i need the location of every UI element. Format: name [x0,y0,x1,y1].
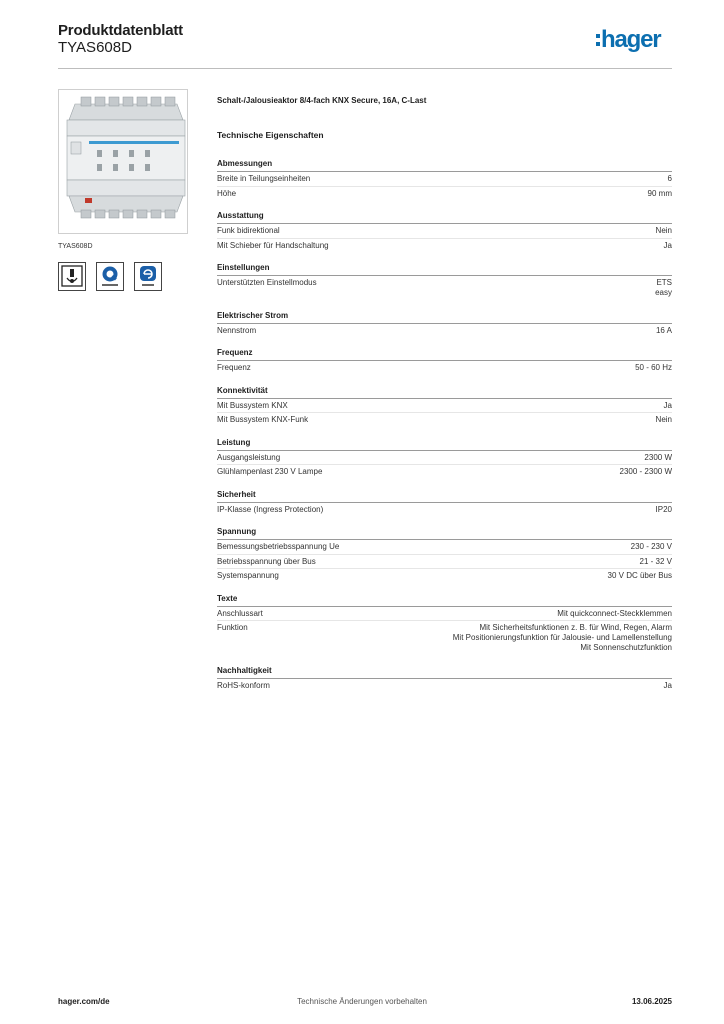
spec-value-line: Nein [655,226,672,235]
spec-row [217,224,672,239]
din-rail-actuator-icon [59,90,189,235]
spec-label: Bemessungsbetriebsspannung Ue [217,542,340,551]
spec-group [217,348,672,375]
spec-group-title: Spannung [217,527,672,540]
spec-row [217,607,672,622]
spec-label: Systemspannung [217,571,279,580]
spec-group [217,490,672,517]
spec-row [217,413,672,427]
spec-group-title: Einstellungen [217,263,672,276]
spec-row [217,621,672,655]
spec-label: Betriebsspannung über Bus [217,556,316,566]
spec-row [217,540,672,555]
spec-row [217,555,672,570]
spec-value [644,453,672,463]
easy-icon [134,262,162,291]
spec-group-title: Frequenz [217,348,672,361]
spec-value [656,226,672,236]
spec-value [664,681,672,691]
spec-label: Funk bidirektional [217,226,280,235]
product-code: TYAS608D [58,39,132,56]
spec-label: Ausgangsleistung [217,452,281,462]
spec-value [656,326,672,336]
spec-group [217,311,672,338]
product-description: Schalt-/Jalousieaktor 8/4-fach KNX Secure, 16A, C-Last [217,96,427,105]
spec-value [631,542,672,552]
spec-label: Mit Schieber für Handschaltung [217,240,329,250]
spec-group [217,386,672,427]
spec-value-line: 50 - 60 Hz [635,363,672,372]
spec-value-line: Nein [655,415,672,424]
spec-label: Mit Bussystem KNX [217,400,288,410]
spec-value [640,557,672,567]
spec-row [217,361,672,375]
spec-group [217,211,672,252]
spec-label: Glühlampenlast 230 V Lampe [217,467,323,476]
spec-row [217,503,672,517]
footer-date: 13.06.2025 [631,997,672,1006]
spec-value-line: 21 - 32 V [639,556,672,566]
spec-row [217,679,672,693]
logo-colon-icon [596,33,600,47]
spec-value [620,467,672,477]
product-image [58,89,188,234]
spec-value [608,571,672,581]
spec-value-line: 16 A [655,325,672,335]
logo-text: hager [601,26,661,53]
spec-label: Mit Bussystem KNX-Funk [217,415,309,424]
manual-switch-icon [58,262,86,291]
spec-value-line: Ja [663,680,672,690]
spec-row [217,239,672,253]
spec-group [217,594,672,655]
spec-label: RoHS-konform [217,680,270,690]
spec-row [217,172,672,187]
spec-groups [217,159,672,692]
spec-value-line: 2300 - 2300 W [619,467,672,476]
footer-notice: Technische Änderungen vorbehalten [297,997,427,1006]
spec-group [217,263,672,300]
spec-label: Funktion [217,623,248,632]
spec-group-title: Konnektivität [217,386,672,399]
spec-group-title: Leistung [217,438,672,451]
spec-label: Frequenz [217,363,251,372]
section-title: Technische Eigenschaften [217,130,324,140]
spec-group [217,438,672,479]
spec-row [217,569,672,583]
spec-group-title: Texte [217,594,672,607]
spec-row [217,324,672,338]
spec-value [655,278,672,298]
spec-group [217,666,672,693]
spec-value-line: 230 - 230 V [630,542,672,551]
spec-value [557,609,672,619]
spec-value [635,363,672,373]
spec-row [217,276,672,300]
spec-value-line: Ja [663,240,672,250]
spec-group-title: Abmessungen [217,159,672,172]
spec-group [217,159,672,200]
spec-group-title: Elektrischer Strom [217,311,672,324]
spec-label: Nennstrom [217,325,257,335]
spec-value [648,189,672,199]
spec-value-line: Ja [663,400,672,410]
spec-group [217,527,672,583]
product-details [217,96,672,703]
spec-value [453,623,672,653]
spec-label: Unterstützten Einstellmodus [217,278,317,287]
spec-value-line: 90 mm [647,188,672,198]
spec-row [217,451,672,466]
spec-value [664,241,672,251]
spec-label: Breite in Teilungseinheiten [217,174,311,183]
spec-value-line: 30 V DC über Bus [607,571,672,580]
footer-website[interactable]: hager.com/de [58,997,110,1006]
spec-value-line: ETS [656,278,672,287]
page-title: Produktdatenblatt [58,22,183,39]
spec-group-title: Nachhaltigkeit [217,666,672,679]
spec-row [217,465,672,479]
spec-label: Anschlussart [217,608,263,618]
spec-row [217,187,672,201]
spec-value-line: Mit quickconnect-Steckklemmen [557,608,672,618]
quickconnect-icon [96,262,124,291]
spec-value-line: 2300 W [644,452,672,462]
spec-group-title: Sicherheit [217,490,672,503]
spec-row [217,399,672,414]
spec-value [668,174,672,184]
image-caption: TYAS608D [58,243,93,250]
spec-value-line: IP20 [655,504,672,514]
spec-value-line: Mit Sicherheitsfunktionen z. B. für Wind, Regen, Alarm [479,623,672,632]
spec-value-line: Mit Positionierungsfunktion für Jalousie- und Lamellenstellung [452,633,672,642]
header-divider [58,68,672,69]
spec-value [664,401,672,411]
hager-logo [596,26,676,54]
spec-value-line: easy [655,288,672,297]
spec-value [656,415,672,425]
spec-label: Höhe [217,188,237,198]
spec-value-line: Mit Sonnenschutzfunktion [580,643,672,652]
spec-group-title: Ausstattung [217,211,672,224]
spec-label: IP-Klasse (Ingress Protection) [217,504,324,514]
spec-value-line: 6 [667,174,672,183]
spec-value [656,505,672,515]
